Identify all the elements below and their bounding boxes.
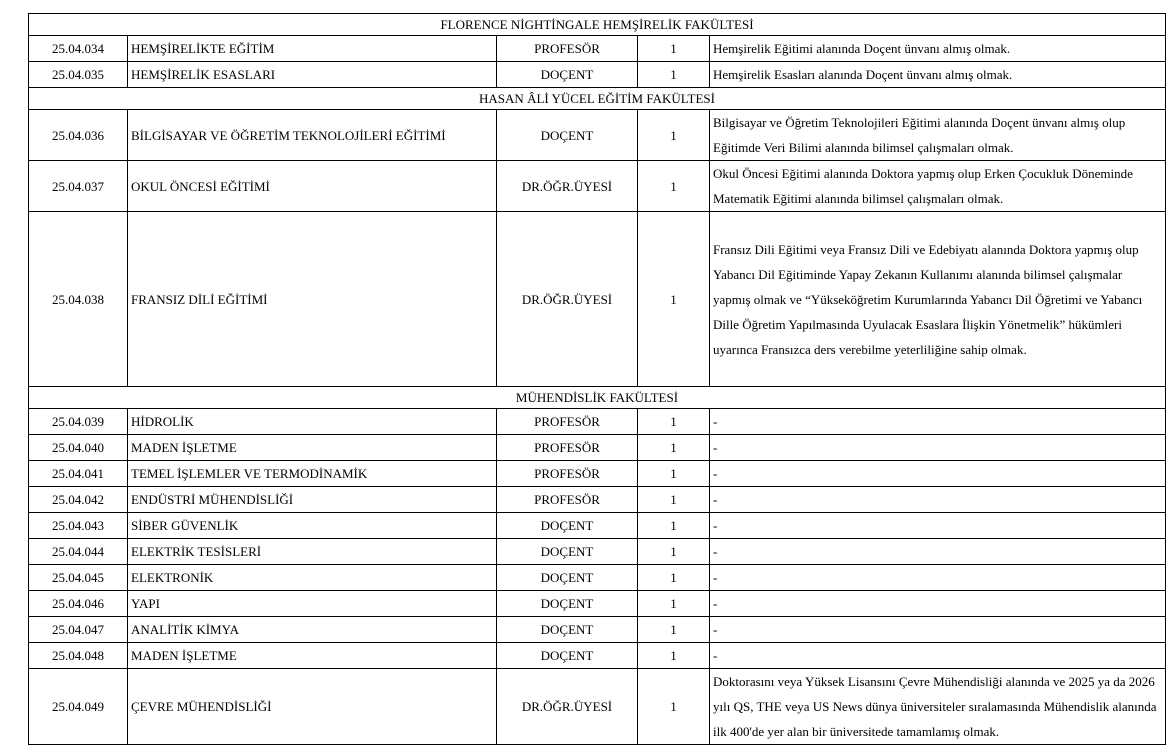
academic-title: DOÇENT <box>497 565 638 591</box>
department-name: TEMEL İŞLEMLER VE TERMODİNAMİK <box>128 461 497 487</box>
table-row <box>29 591 1166 617</box>
position-code: 25.04.036 <box>29 110 128 161</box>
department-name: ÇEVRE MÜHENDİSLİĞİ <box>128 669 497 745</box>
academic-title: PROFESÖR <box>497 435 638 461</box>
position-code: 25.04.040 <box>29 435 128 461</box>
academic-title: DOÇENT <box>497 110 638 161</box>
department-name: ELEKTRİK TESİSLERİ <box>128 539 497 565</box>
table-row <box>29 110 1166 161</box>
academic-title: DR.ÖĞR.ÜYESİ <box>497 161 638 212</box>
table-row <box>29 669 1166 745</box>
department-name: MADEN İŞLETME <box>128 435 497 461</box>
position-conditions: Hemşirelik Eğitimi alanında Doçent ünvanı almış olmak. <box>710 36 1166 62</box>
position-table-body <box>29 14 1166 745</box>
academic-title: PROFESÖR <box>497 461 638 487</box>
position-count: 1 <box>638 669 710 745</box>
academic-title: DOÇENT <box>497 591 638 617</box>
faculty-name: MÜHENDİSLİK FAKÜLTESİ <box>29 387 1166 409</box>
table-row <box>29 36 1166 62</box>
table-row <box>29 565 1166 591</box>
position-conditions: Bilgisayar ve Öğretim Teknolojileri Eğitimi alanında Doçent ünvanı almış olup Eğitimde Veri Bilimi alanında bilimsel çalışmaları olmak. <box>710 110 1166 161</box>
position-count: 1 <box>638 513 710 539</box>
position-count: 1 <box>638 565 710 591</box>
academic-title: DOÇENT <box>497 643 638 669</box>
position-code: 25.04.046 <box>29 591 128 617</box>
position-count: 1 <box>638 212 710 387</box>
academic-title: PROFESÖR <box>497 409 638 435</box>
position-count: 1 <box>638 461 710 487</box>
table-row <box>29 161 1166 212</box>
position-code: 25.04.045 <box>29 565 128 591</box>
position-conditions: - <box>710 487 1166 513</box>
position-count: 1 <box>638 435 710 461</box>
position-conditions: - <box>710 591 1166 617</box>
department-name: HEMŞİRELİK ESASLARI <box>128 62 497 88</box>
department-name: ANALİTİK KİMYA <box>128 617 497 643</box>
table-row <box>29 62 1166 88</box>
table-row <box>29 617 1166 643</box>
position-code: 25.04.042 <box>29 487 128 513</box>
position-count: 1 <box>638 62 710 88</box>
academic-title: DR.ÖĞR.ÜYESİ <box>497 669 638 745</box>
department-name: SİBER GÜVENLİK <box>128 513 497 539</box>
position-conditions: - <box>710 461 1166 487</box>
faculty-header-row <box>29 14 1166 36</box>
table-row <box>29 539 1166 565</box>
position-count: 1 <box>638 161 710 212</box>
position-count: 1 <box>638 36 710 62</box>
academic-title: DOÇENT <box>497 617 638 643</box>
position-conditions: - <box>710 539 1166 565</box>
table-row <box>29 212 1166 387</box>
table-row <box>29 513 1166 539</box>
academic-title: DOÇENT <box>497 513 638 539</box>
academic-title: PROFESÖR <box>497 36 638 62</box>
table-row <box>29 409 1166 435</box>
faculty-name: HASAN ÂLİ YÜCEL EĞİTİM FAKÜLTESİ <box>29 88 1166 110</box>
position-count: 1 <box>638 591 710 617</box>
table-row <box>29 487 1166 513</box>
department-name: MADEN İŞLETME <box>128 643 497 669</box>
department-name: FRANSIZ DİLİ EĞİTİMİ <box>128 212 497 387</box>
position-code: 25.04.039 <box>29 409 128 435</box>
position-conditions: - <box>710 617 1166 643</box>
position-code: 25.04.049 <box>29 669 128 745</box>
table-row <box>29 643 1166 669</box>
academic-title: PROFESÖR <box>497 487 638 513</box>
position-conditions: - <box>710 565 1166 591</box>
position-code: 25.04.035 <box>29 62 128 88</box>
faculty-header-row <box>29 88 1166 110</box>
position-code: 25.04.044 <box>29 539 128 565</box>
department-name: OKUL ÖNCESİ EĞİTİMİ <box>128 161 497 212</box>
position-code: 25.04.041 <box>29 461 128 487</box>
department-name: HİDROLİK <box>128 409 497 435</box>
position-count: 1 <box>638 539 710 565</box>
table-row <box>29 461 1166 487</box>
position-count: 1 <box>638 110 710 161</box>
position-conditions: - <box>710 643 1166 669</box>
position-code: 25.04.047 <box>29 617 128 643</box>
position-code: 25.04.037 <box>29 161 128 212</box>
position-table <box>28 13 1166 745</box>
department-name: BİLGİSAYAR VE ÖĞRETİM TEKNOLOJİLERİ EĞİTİMİ <box>128 110 497 161</box>
position-code: 25.04.043 <box>29 513 128 539</box>
faculty-header-row <box>29 387 1166 409</box>
department-name: ELEKTRONİK <box>128 565 497 591</box>
position-code: 25.04.038 <box>29 212 128 387</box>
position-count: 1 <box>638 643 710 669</box>
academic-title: DR.ÖĞR.ÜYESİ <box>497 212 638 387</box>
department-name: YAPI <box>128 591 497 617</box>
academic-title: DOÇENT <box>497 539 638 565</box>
position-count: 1 <box>638 487 710 513</box>
position-count: 1 <box>638 409 710 435</box>
position-code: 25.04.048 <box>29 643 128 669</box>
position-conditions: Hemşirelik Esasları alanında Doçent ünvanı almış olmak. <box>710 62 1166 88</box>
position-conditions: Fransız Dili Eğitimi veya Fransız Dili ve Edebiyatı alanında Doktora yapmış olup Yabancı Dil Eğitiminde Yapay Zekanın Kullanımı alanında bilimsel çalışmalar yapmış olmak ve “Yükseköğretim Kurumlarında Yabancı Dil Öğretimi ve Yabancı Dille Öğretim Yapılmasında Uyulacak Esaslara İlişkin Yönetmelik” hükümleri uyarınca Fransızca ders verebilme yeterliliğine sahip olmak. <box>710 212 1166 387</box>
position-conditions: - <box>710 513 1166 539</box>
department-name: HEMŞİRELİKTE EĞİTİM <box>128 36 497 62</box>
position-conditions: Doktorasını veya Yüksek Lisansını Çevre Mühendisliği alanında ve 2025 ya da 2026 yılı QS, THE veya US News dünya üniversiteler sıralamasında Mühendislik alanında ilk 400'de yer alan bir üniversitede tamamlamış olmak. <box>710 669 1166 745</box>
position-code: 25.04.034 <box>29 36 128 62</box>
position-conditions: Okul Öncesi Eğitimi alanında Doktora yapmış olup Erken Çocukluk Döneminde Matematik Eğitimi alanında bilimsel çalışmaları olmak. <box>710 161 1166 212</box>
department-name: ENDÜSTRİ MÜHENDİSLİĞİ <box>128 487 497 513</box>
faculty-name: FLORENCE NİGHTİNGALE HEMŞİRELİK FAKÜLTESİ <box>29 14 1166 36</box>
position-conditions: - <box>710 409 1166 435</box>
academic-title: DOÇENT <box>497 62 638 88</box>
position-count: 1 <box>638 617 710 643</box>
position-conditions: - <box>710 435 1166 461</box>
table-row <box>29 435 1166 461</box>
